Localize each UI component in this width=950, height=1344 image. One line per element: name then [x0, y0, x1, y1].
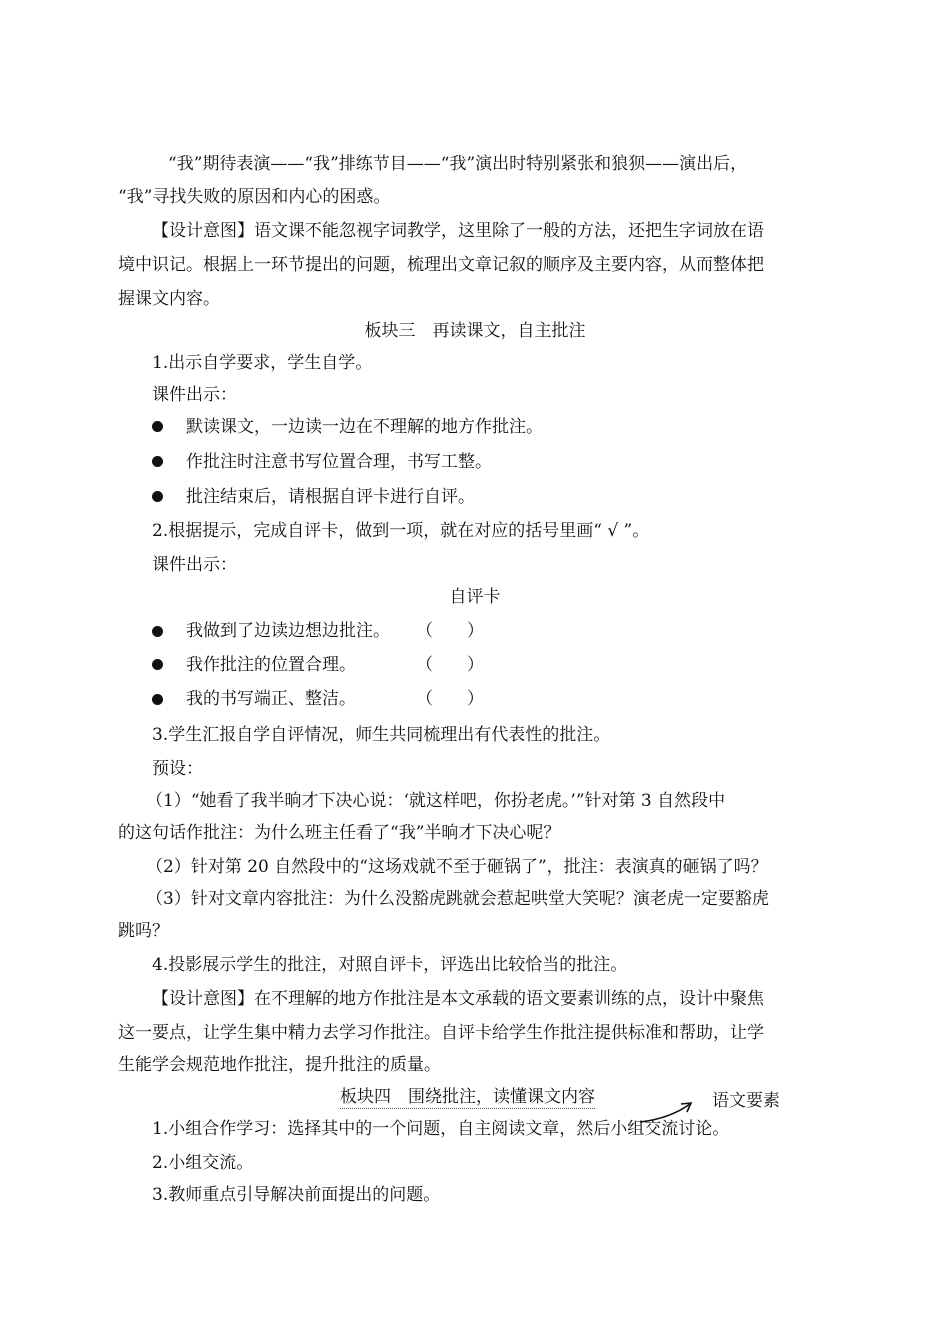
step-line: 2.根据提示，完成自评卡，做到一项，就在对应的括号里画“ √ ”。 [152, 521, 650, 541]
bullet-icon [152, 421, 163, 432]
check-parentheses: （ ） [416, 621, 484, 641]
section-heading: 板块四 围绕批注，读懂课文内容 [340, 1087, 595, 1107]
card-item: 我做到了边读边想边批注。 [186, 621, 390, 641]
preset-item: 的这句话作批注：为什么班主任看了“我”半晌才下决心呢？ [118, 823, 561, 843]
preset-item: （2）针对第 20 自然段中的“这场戏就不至于砸锅了”，批注：表演真的砸锅了吗？ [146, 857, 768, 877]
paragraph-line: “我”期待表演——“我”排练节目——“我”演出时特别紧张和狼狈——演出后， [168, 154, 748, 174]
margin-note: 语文要素 [712, 1091, 780, 1111]
card-item: 我作批注的位置合理。 [186, 655, 356, 675]
design-intent-line: 【设计意图】语文课不能忽视字词教学，这里除了一般的方法，还把生字词放在语 [152, 221, 764, 241]
preset-item: （1）“她看了我半晌才下决心说：‘就这样吧，你扮老虎。’”针对第 3 自然段中 [146, 791, 726, 811]
courseware-label: 课件出示： [152, 555, 237, 575]
bullet-icon [152, 694, 163, 705]
bullet-icon [152, 456, 163, 467]
card-item: 我的书写端正、整洁。 [186, 689, 356, 709]
paragraph-line: “我”寻找失败的原因和内心的困惑。 [118, 187, 391, 207]
courseware-label: 课件出示： [152, 385, 237, 405]
design-intent-line: 境中识记。根据上一环节提出的问题，梳理出文章记叙的顺序及主要内容，从而整体把 [118, 255, 764, 275]
step-line: 3.学生汇报自学自评情况，师生共同梳理出有代表性的批注。 [152, 725, 611, 745]
bullet-text: 批注结束后，请根据自评卡进行自评。 [186, 487, 475, 507]
check-parentheses: （ ） [416, 655, 484, 675]
preset-item: （3）针对文章内容批注：为什么没豁虎跳就会惹起哄堂大笑呢？演老虎一定要豁虎 [146, 889, 769, 909]
bullet-icon [152, 659, 163, 670]
design-intent-line: 握课文内容。 [118, 289, 220, 309]
preset-label: 预设： [152, 759, 203, 779]
step-line: 3.教师重点引导解决前面提出的问题。 [152, 1185, 441, 1205]
step-line: 1.出示自学要求，学生自学。 [152, 353, 373, 373]
preset-item: 跳吗？ [118, 921, 169, 941]
bullet-text: 作批注时注意书写位置合理，书写工整。 [186, 452, 492, 472]
bullet-icon [152, 626, 163, 637]
section-heading: 板块三 再读课文，自主批注 [364, 321, 586, 341]
self-eval-card-title: 自评卡 [449, 587, 501, 607]
step-line: 2.小组交流。 [152, 1153, 254, 1173]
bullet-icon [152, 491, 163, 502]
bullet-text: 默读课文，一边读一边在不理解的地方作批注。 [186, 417, 543, 437]
step-line: 1.小组合作学习：选择其中的一个问题，自主阅读文章，然后小组交流讨论。 [152, 1119, 730, 1139]
design-intent-line: 这一要点，让学生集中精力去学习作批注。自评卡给学生作批注提供标准和帮助，让学 [118, 1023, 764, 1043]
design-intent-line: 生能学会规范地作批注，提升批注的质量。 [118, 1055, 441, 1075]
step-line: 4.投影展示学生的批注，对照自评卡，评选出比较恰当的批注。 [152, 955, 628, 975]
design-intent-line: 【设计意图】在不理解的地方作批注是本文承载的语文要素训练的点，设计中聚焦 [152, 989, 764, 1009]
check-parentheses: （ ） [416, 689, 484, 709]
